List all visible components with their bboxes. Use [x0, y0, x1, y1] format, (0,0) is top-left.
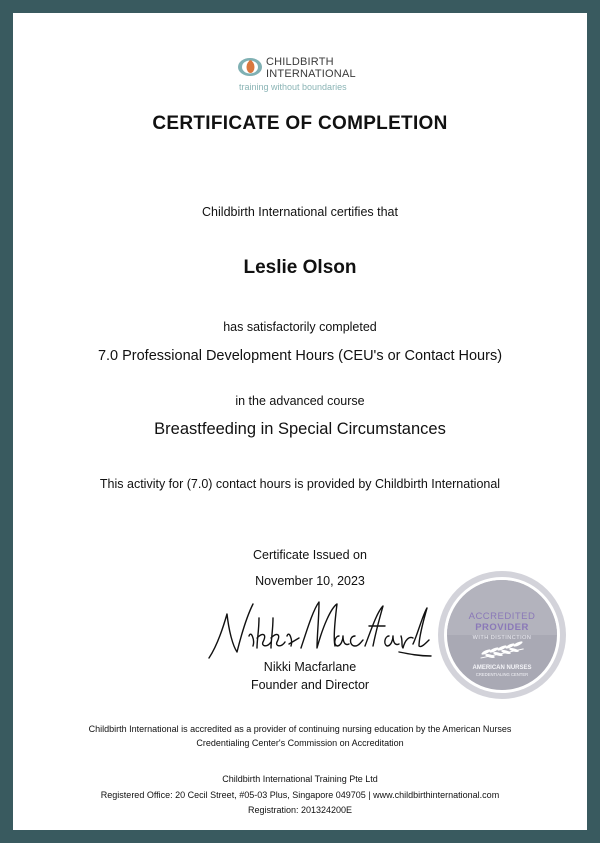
- logo-mark-icon: [237, 56, 263, 78]
- logo-text-line1: CHILDBIRTH: [266, 56, 334, 68]
- accredited-provider-badge: [436, 569, 568, 701]
- issued-label: Certificate Issued on: [253, 548, 367, 562]
- course-name: Breastfeeding in Special Circumstances: [154, 420, 446, 438]
- certificate-sheet: [13, 13, 587, 830]
- childbirth-international-logo: [237, 54, 367, 104]
- badge-line5: CREDENTIALING CENTER: [475, 672, 529, 677]
- activity-text: This activity for (7.0) contact hours is provided by Childbirth International: [99, 477, 501, 491]
- issued-date: November 10, 2023: [255, 574, 365, 588]
- registered-address: Registered Office: 20 Cecil Street, #05-03 Plus, Singapore 049705 | www.childbirthinternational.com: [100, 790, 500, 800]
- certificate-title: CERTIFICATE OF COMPLETION: [152, 113, 448, 134]
- logo-text-line2: INTERNATIONAL: [266, 68, 356, 80]
- handwritten-signature: [203, 596, 433, 666]
- certifies-text: Childbirth International certifies that: [202, 205, 398, 219]
- recipient-name: Leslie Olson: [243, 257, 357, 278]
- badge-line1: ACCREDITED: [468, 611, 536, 622]
- company-name: Childbirth International Training Pte Ltd: [222, 774, 378, 784]
- course-intro-text: in the advanced course: [235, 394, 365, 408]
- badge-line3: WITH DISTINCTION: [472, 635, 532, 641]
- badge-line2: PROVIDER: [475, 622, 529, 633]
- accreditation-statement: Childbirth International is accredited as a provider of continuing nursing education by the American Nurses Credentialing Center's Commission on Accreditation: [88, 724, 512, 748]
- registration-number: Registration: 201324200E: [247, 805, 353, 815]
- hours-text: 7.0 Professional Development Hours (CEU's or Contact Hours): [97, 348, 503, 364]
- signer-name: Nikki Macfarlane: [263, 660, 357, 674]
- badge-line4: AMERICAN NURSES: [472, 665, 532, 671]
- logo-tagline: training without boundaries: [239, 82, 347, 92]
- completed-text: has satisfactorily completed: [223, 320, 377, 334]
- signer-title: Founder and Director: [250, 678, 370, 692]
